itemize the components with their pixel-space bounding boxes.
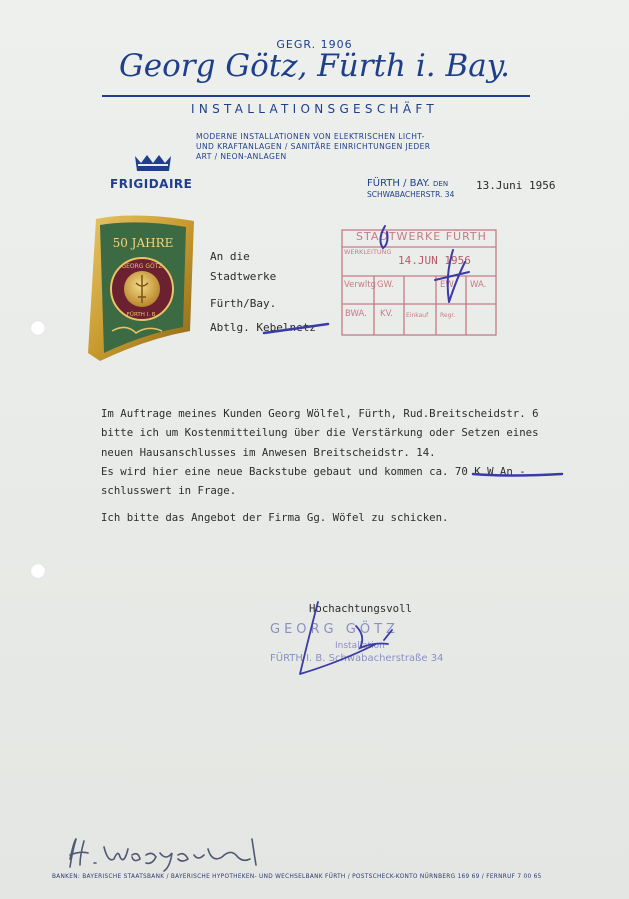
street-address: SCHWABACHERSTR. 34 bbox=[367, 190, 455, 199]
city: FÜRTH / BAY. bbox=[367, 178, 430, 189]
footer-bank-details: BANKEN: BAYERISCHE STAATSBANK / BAYERISCHE HYPOTHEKEN- UND WECHSELBANK FÜRTH / POSTSCHECK-KONTO NÜRNBERG 169 69 / FERNRUF 7 00 65 bbox=[52, 874, 542, 880]
stamp-cell: WA. bbox=[470, 280, 487, 290]
body-line: schlusswert in Frage. bbox=[101, 484, 237, 498]
ink-underline-mark bbox=[470, 466, 566, 480]
letter-body-request: Ich bitte das Angebot der Firma Gg. Wöfel zu schicken. bbox=[101, 511, 449, 524]
services-line: MODERNE INSTALLATIONEN VON ELEKTRISCHEN LICHT- bbox=[196, 132, 425, 141]
letter-date: 13.Juni 1956 bbox=[476, 179, 556, 192]
body-line: Es wird hier eine neue Backstube gebaut und kommen ca. 70 K W An - bbox=[101, 464, 526, 478]
stamp-cell: EW. bbox=[440, 280, 456, 290]
stamp-cell: Verwltg bbox=[344, 280, 376, 290]
stamp-cell: BWA. bbox=[345, 309, 367, 319]
stamp-cell: Einkauf bbox=[406, 312, 429, 319]
stamp-label: WERKLEITUNG bbox=[344, 248, 392, 256]
company-stamp-line: Installation bbox=[335, 641, 385, 651]
jubilee-seal-logo bbox=[86, 213, 200, 365]
city-line bbox=[367, 178, 448, 189]
stamp-received-date: 14.JUN 1956 bbox=[398, 254, 471, 267]
body-line: bitte ich um Kostenmitteilung über die Verstärkung oder Setzen eines bbox=[101, 426, 539, 440]
body-line: Im Auftrage meines Kunden Georg Wölfel, Fürth, Rud.Breitscheidstr. 6 bbox=[101, 407, 539, 420]
stamp-cell: KV. bbox=[380, 309, 393, 319]
letterhead-rule bbox=[102, 95, 530, 97]
recipient-line: An die bbox=[210, 250, 250, 263]
closing-salutation: Hochachtungsvoll bbox=[309, 602, 412, 615]
company-stamp-address: FÜRTH I. B. Schwabacherstraße 34 bbox=[270, 653, 444, 664]
recipient-line: Fürth/Bay. bbox=[210, 297, 277, 310]
handwritten-initials bbox=[365, 218, 475, 308]
stamp-cell: Regr. bbox=[440, 312, 456, 319]
services-line: ART / NEON-ANLAGEN bbox=[196, 152, 287, 161]
services-description bbox=[196, 132, 430, 162]
letter-body bbox=[101, 404, 539, 500]
stamp-cell: GW. bbox=[377, 280, 394, 290]
handwritten-signature bbox=[280, 592, 410, 682]
punch-hole-top bbox=[30, 320, 46, 336]
company-name: Georg Götz, Fürth i. Bay. bbox=[119, 48, 510, 84]
frigidaire-brand: FRIGIDAIRE bbox=[110, 177, 193, 191]
city-suffix: DEN bbox=[433, 180, 449, 188]
stamp-title: STADTWERKE FÜRTH bbox=[356, 230, 487, 243]
seal-place-text: FÜRTH I. B. bbox=[126, 312, 158, 318]
ink-underline-mark bbox=[262, 318, 332, 338]
seal-name-text: GEORG GÖTZ bbox=[121, 263, 163, 270]
body-line: neuen Hausanschlusses im Anwesen Breitscheidstr. 14. bbox=[101, 445, 436, 459]
frigidaire-crown-icon bbox=[132, 151, 174, 175]
business-type: INSTALLATIONSGESCHÄFT bbox=[190, 102, 438, 116]
punch-hole-bottom bbox=[30, 563, 46, 579]
company-stamp-name: GEORG GÖTZ bbox=[270, 622, 399, 637]
services-line: UND KRAFTANLAGEN / SANITÄRE EINRICHTUNGEN JEDER bbox=[196, 142, 431, 151]
department-line: Abtlg. Kebelnetz bbox=[210, 321, 316, 334]
handwritten-bottom-note bbox=[66, 833, 281, 873]
seal-jubilee-text: 50 JAHRE bbox=[112, 236, 174, 250]
founded-year: GEGR. 1906 bbox=[276, 38, 353, 51]
recipient-line: Stadtwerke bbox=[210, 270, 277, 283]
